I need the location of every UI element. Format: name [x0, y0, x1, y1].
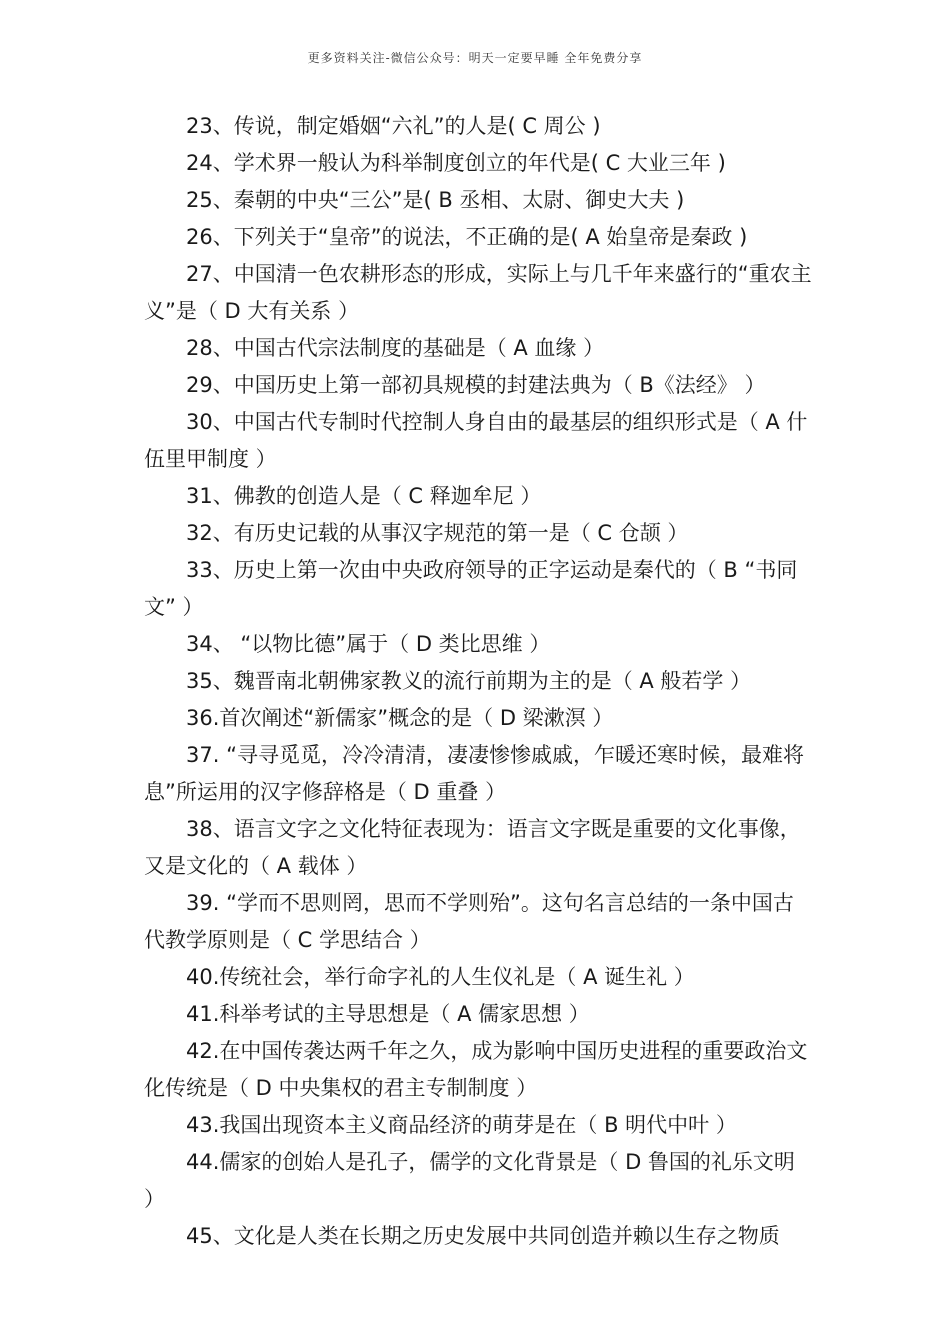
question-43: 43.我国出现资本主义商品经济的萌芽是在（ B 明代中叶 ）	[186, 1113, 737, 1137]
question-25: 25、秦朝的中央“三公”是( B 丞相、太尉、御史大夫 )	[186, 188, 685, 212]
question-32: 32、有历史记载的从事汉字规范的第一是（ C 仓颉 ）	[186, 521, 689, 545]
question-42: 42.在中国传袭达两千年之久，成为影响中国历史进程的重要政治文化传统是（ D 中央集权的君主专制制度 ）	[144, 1039, 808, 1100]
question-38: 38、语言文字之文化特征表现为：语言文字既是重要的文化事像，又是文化的（ A 载体 ）	[144, 817, 801, 878]
question-31: 31、佛教的创造人是（ C 释迦牟尼 ）	[186, 484, 542, 508]
question-44: 44.儒家的创始人是孔子，儒学的文化背景是（ D 鲁国的礼乐文明 ）	[144, 1150, 795, 1211]
question-41: 41.科举考试的主导思想是（ A 儒家思想 ）	[186, 1002, 590, 1026]
question-23: 23、传说，制定婚姻“六礼”的人是( C 周公 )	[186, 114, 601, 138]
question-29: 29、中国历史上第一部初具规模的封建法典为（ B《法经》 ）	[186, 373, 766, 397]
question-45: 45、文化是人类在长期之历史发展中共同创造并赖以生存之物质	[186, 1224, 780, 1248]
question-33: 33、历史上第一次由中央政府领导的正字运动是秦代的（ B “书同文” ）	[144, 558, 798, 619]
question-34: 34、 “以物比德”属于（ D 类比思维 ）	[186, 632, 551, 656]
question-27: 27、中国清一色农耕形态的形成，实际上与几千年来盛行的“重农主义”是（ D 大有关系 ）	[144, 262, 812, 323]
question-26: 26、下列关于“皇帝”的说法，不正确的是( A 始皇帝是秦政 )	[186, 225, 748, 249]
question-35: 35、魏晋南北朝佛家教义的流行前期为主的是（ A 般若学 ）	[186, 669, 752, 693]
question-36: 36.首次阐述“新儒家”概念的是（ D 梁漱溟 ）	[186, 706, 614, 730]
question-24: 24、学术界一般认为科举制度创立的年代是( C 大业三年 )	[186, 151, 726, 175]
document-body	[144, 108, 812, 1255]
question-37: 37. “寻寻觅觅，冷冷清清，凄凄惨惨戚戚，乍暖还寒时候，最难将息”所运用的汉字修辞格是（ D 重叠 ）	[144, 743, 804, 804]
question-39: 39. “学而不思则罔，思而不学则殆”。这句名言总结的一条中国古代教学原则是（ C 学思结合 ）	[144, 891, 794, 952]
question-30: 30、中国古代专制时代控制人身自由的最基层的组织形式是（ A 什伍里甲制度 ）	[144, 410, 808, 471]
question-40: 40.传统社会，举行命字礼的人生仪礼是（ A 诞生礼 ）	[186, 965, 695, 989]
page-header: 更多资料关注-微信公众号：明天一定要早睡 全年免费分享	[307, 51, 643, 65]
question-28: 28、中国古代宗法制度的基础是（ A 血缘 ）	[186, 336, 605, 360]
